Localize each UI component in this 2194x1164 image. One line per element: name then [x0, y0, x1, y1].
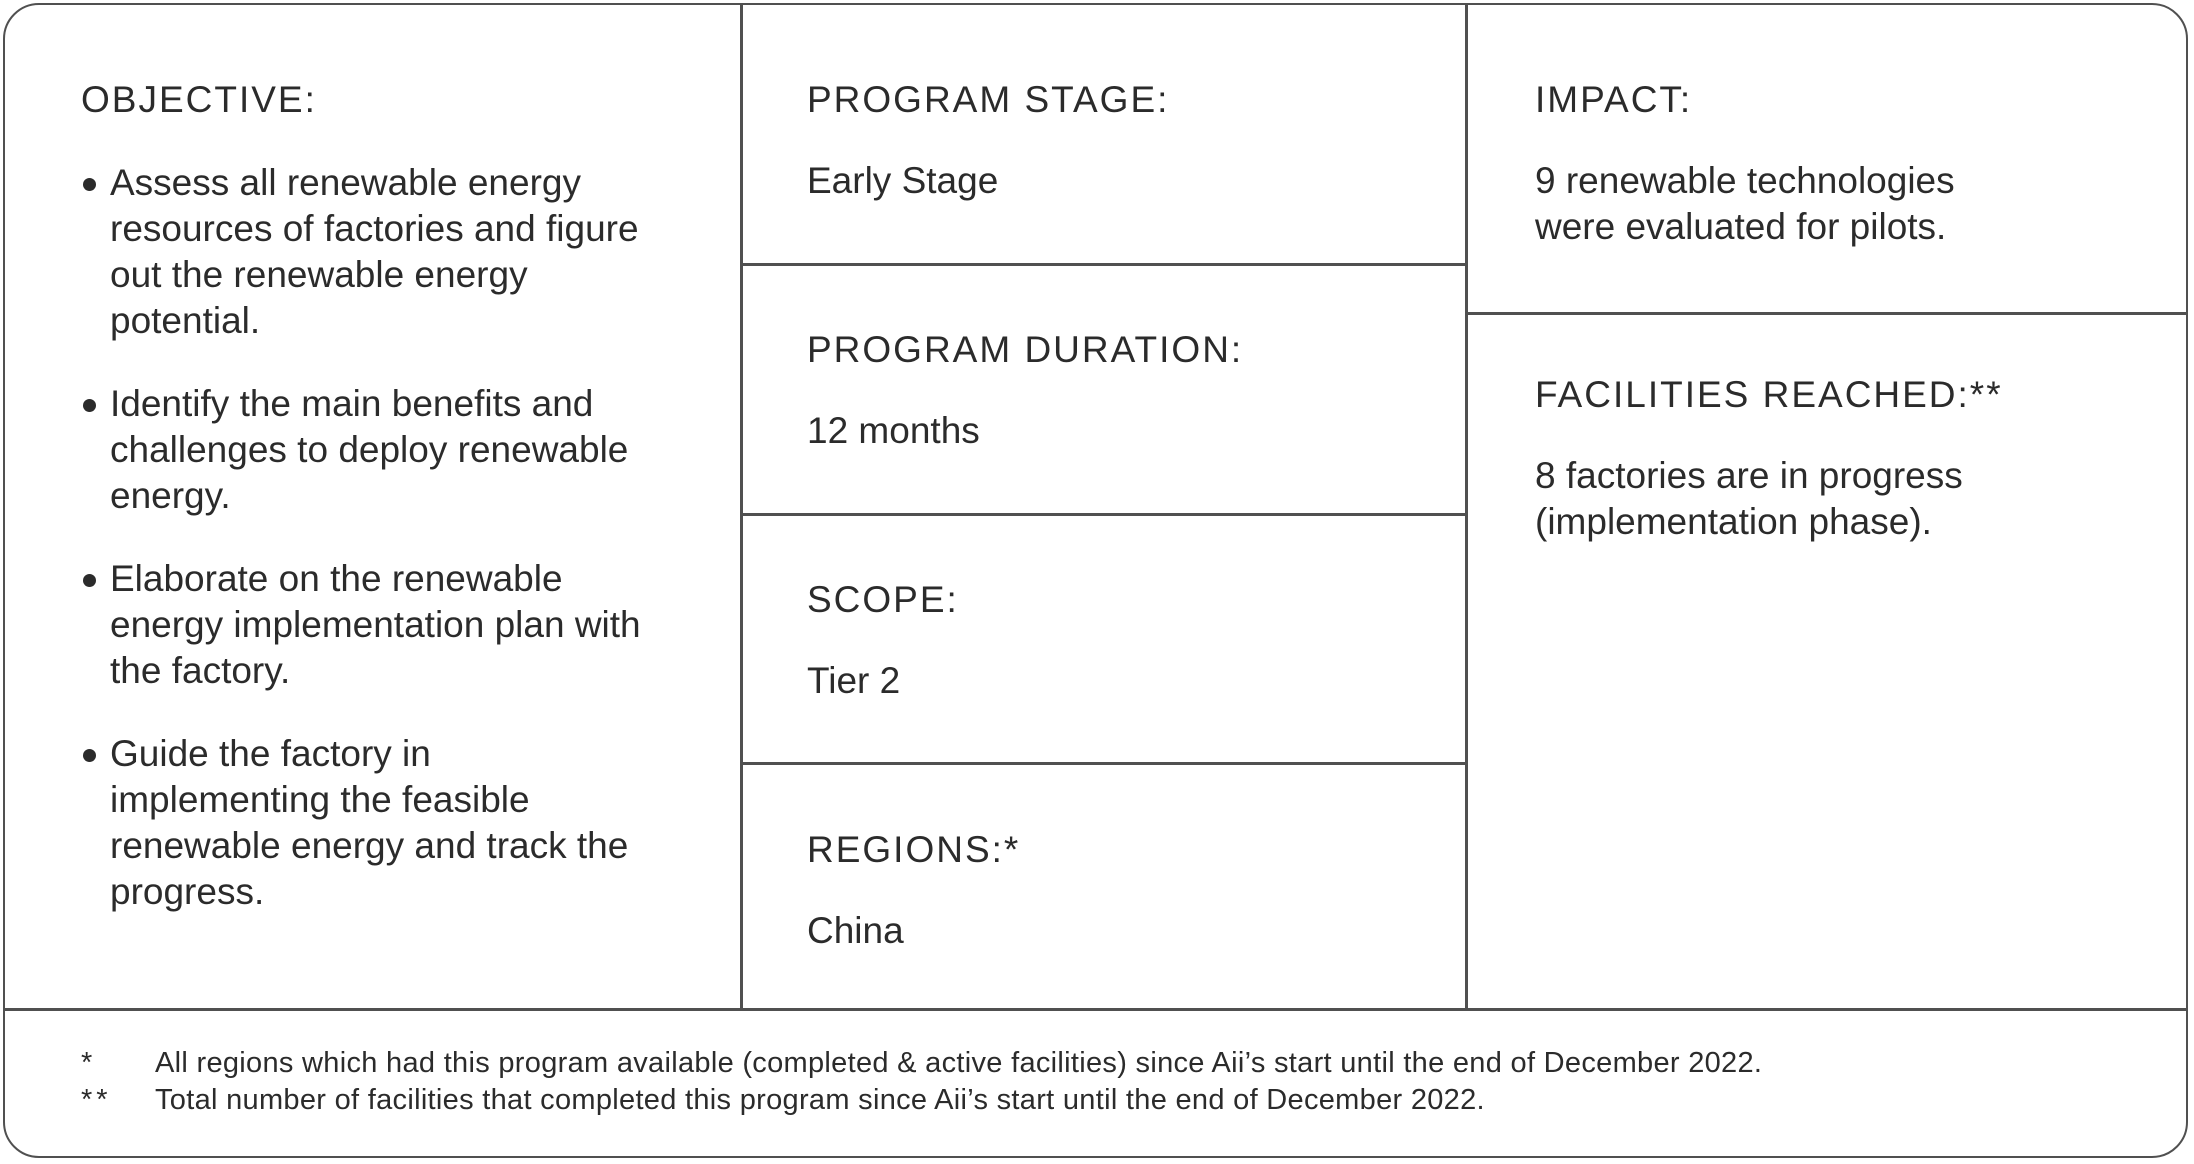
objective-item	[81, 731, 641, 915]
impact-value: 9 renewable technologies were evaluated for pilots.	[1535, 160, 1955, 247]
regions-heading: REGIONS:*	[807, 829, 1021, 870]
column-divider	[1465, 5, 1468, 1010]
program-stage-heading: PROGRAM STAGE:	[807, 79, 1170, 120]
objective-item	[81, 381, 641, 519]
footnote	[81, 1045, 2131, 1082]
row-divider	[740, 762, 1467, 765]
footer-divider	[5, 1008, 2188, 1011]
footnote-mark: *	[81, 1047, 97, 1079]
objective-item	[81, 160, 641, 344]
bullet-icon	[83, 749, 96, 762]
objective-item-text: Elaborate on the renewable energy implementation plan with the factory.	[110, 558, 641, 691]
facilities-reached-value: 8 factories are in progress (implementation phase).	[1535, 455, 1963, 542]
program-duration-value: 12 months	[807, 410, 980, 451]
bullet-icon	[83, 399, 96, 412]
impact-heading: IMPACT:	[1535, 79, 1693, 120]
footnotes	[81, 1045, 2131, 1119]
bullet-icon	[83, 178, 96, 191]
objective-heading: OBJECTIVE:	[81, 79, 317, 120]
objective-item-text: Assess all renewable energy resources of factories and figure out the renewable energy potential.	[110, 162, 639, 341]
program-stage-value: Early Stage	[807, 160, 999, 201]
footnote	[81, 1082, 2131, 1119]
row-divider	[740, 263, 1467, 266]
objective-item	[81, 556, 641, 694]
scope-value: Tier 2	[807, 660, 901, 701]
footnote-mark: **	[81, 1084, 112, 1116]
objective-list	[81, 160, 641, 952]
footnote-text: Total number of facilities that completed this program since Aii’s start until the end of December 2022.	[155, 1084, 1485, 1116]
footnote-text: All regions which had this program available (completed & active facilities) since Aii’s start until the end of December 2022.	[155, 1047, 1763, 1079]
row-divider	[740, 513, 1467, 516]
program-duration-heading: PROGRAM DURATION:	[807, 329, 1244, 370]
program-summary-card	[3, 3, 2188, 1158]
column-divider	[740, 5, 743, 1010]
row-divider	[1465, 312, 2188, 315]
facilities-reached-heading: FACILITIES REACHED:**	[1535, 374, 2003, 415]
scope-heading: SCOPE:	[807, 579, 959, 620]
objective-item-text: Identify the main benefits and challenges to deploy renewable energy.	[110, 383, 629, 516]
objective-item-text: Guide the factory in implementing the feasible renewable energy and track the progress.	[110, 733, 629, 912]
regions-value: China	[807, 910, 904, 951]
bullet-icon	[83, 574, 96, 587]
